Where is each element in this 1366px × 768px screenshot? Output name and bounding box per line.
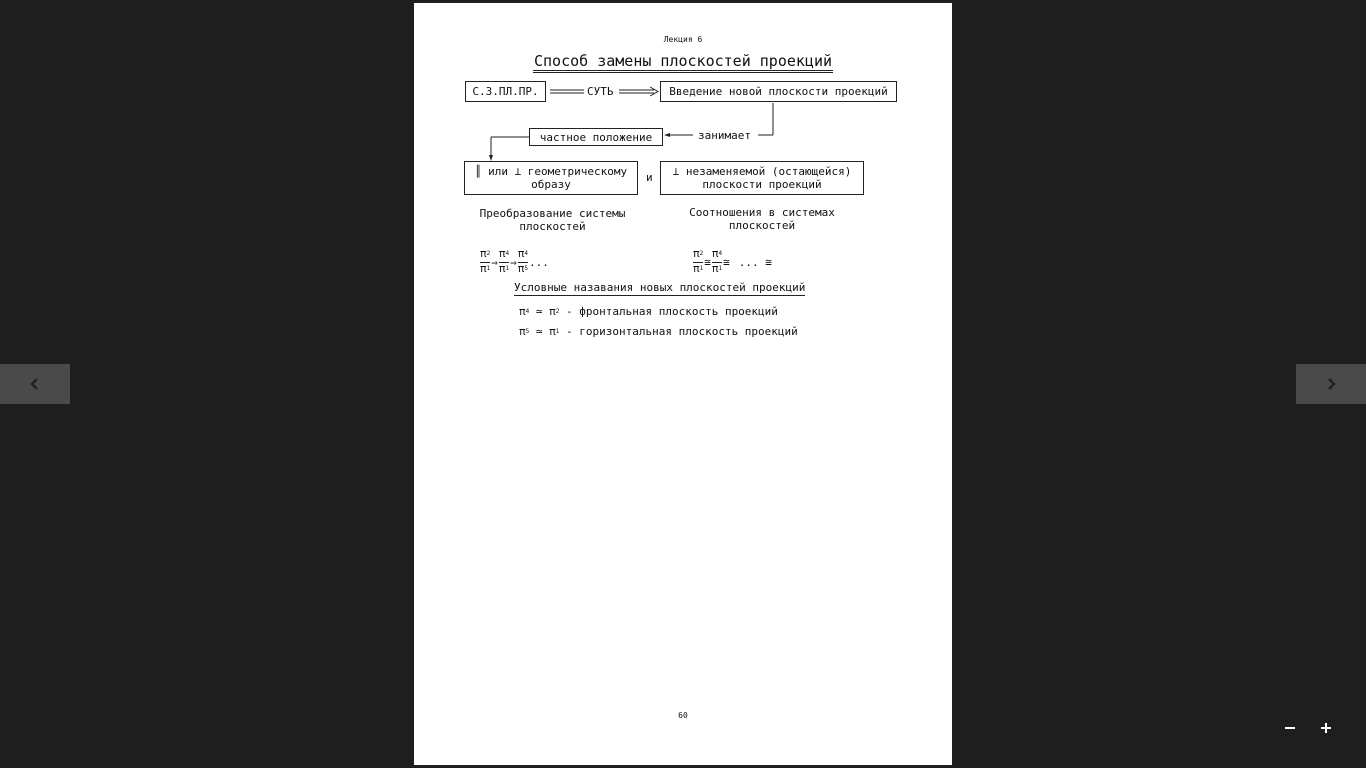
zoom-in-button[interactable]	[1314, 716, 1338, 740]
page-header: Лекция 6	[663, 35, 703, 44]
chevron-right-icon	[1324, 377, 1338, 391]
document-page	[414, 3, 952, 765]
zoom-out-button[interactable]	[1278, 716, 1302, 740]
plus-icon	[1319, 721, 1333, 735]
intro-box: Введение новой плоскости проекций	[660, 81, 897, 102]
previous-page-button[interactable]	[0, 364, 70, 404]
relations-formula: $\frac{\pi_2}{\pi_1}$ ≅ $\frac{\pi_4}{\pi_1}$ ≅ ... ≅	[693, 247, 772, 275]
essence-label: СУТЬ	[587, 85, 614, 98]
occupies-label: занимает	[698, 129, 751, 142]
convention-row-frontal: $\pi_4$ ≃ $\pi_2$ - фронтальная плоскость проекций	[519, 305, 778, 318]
chevron-left-icon	[28, 377, 42, 391]
convention-row-horizontal: $\pi_5$ ≃ $\pi_1$ - горизонтальная плоскость проекций	[519, 325, 798, 338]
and-label: и	[646, 171, 653, 184]
left-condition-box: ║ или ⊥ геометрическому образу	[464, 161, 638, 195]
page-title: Способ замены плоскостей проекций	[414, 52, 952, 70]
relations-heading: Соотношения в системах плоскостей	[689, 206, 835, 232]
minus-icon	[1283, 721, 1297, 735]
conventions-heading: Условные назавания новых плоскостей проекций	[514, 281, 806, 294]
page-number: 60	[678, 711, 688, 720]
next-page-button[interactable]	[1296, 364, 1366, 404]
transform-formula: $\frac{\pi_2}{\pi_1}$ ⇒ $\frac{\pi_4}{\pi_1}$ ⇒ $\frac{\pi_4}{\pi_5}$ ...	[480, 247, 549, 275]
right-condition-box: ⊥ незаменяемой (остающейся) плоскости проекций	[660, 161, 864, 195]
particular-box: частное положение	[529, 128, 663, 146]
transform-heading: Преобразование системы плоскостей	[479, 207, 626, 233]
abbr-box: С.З.ПЛ.ПР.	[465, 81, 546, 102]
